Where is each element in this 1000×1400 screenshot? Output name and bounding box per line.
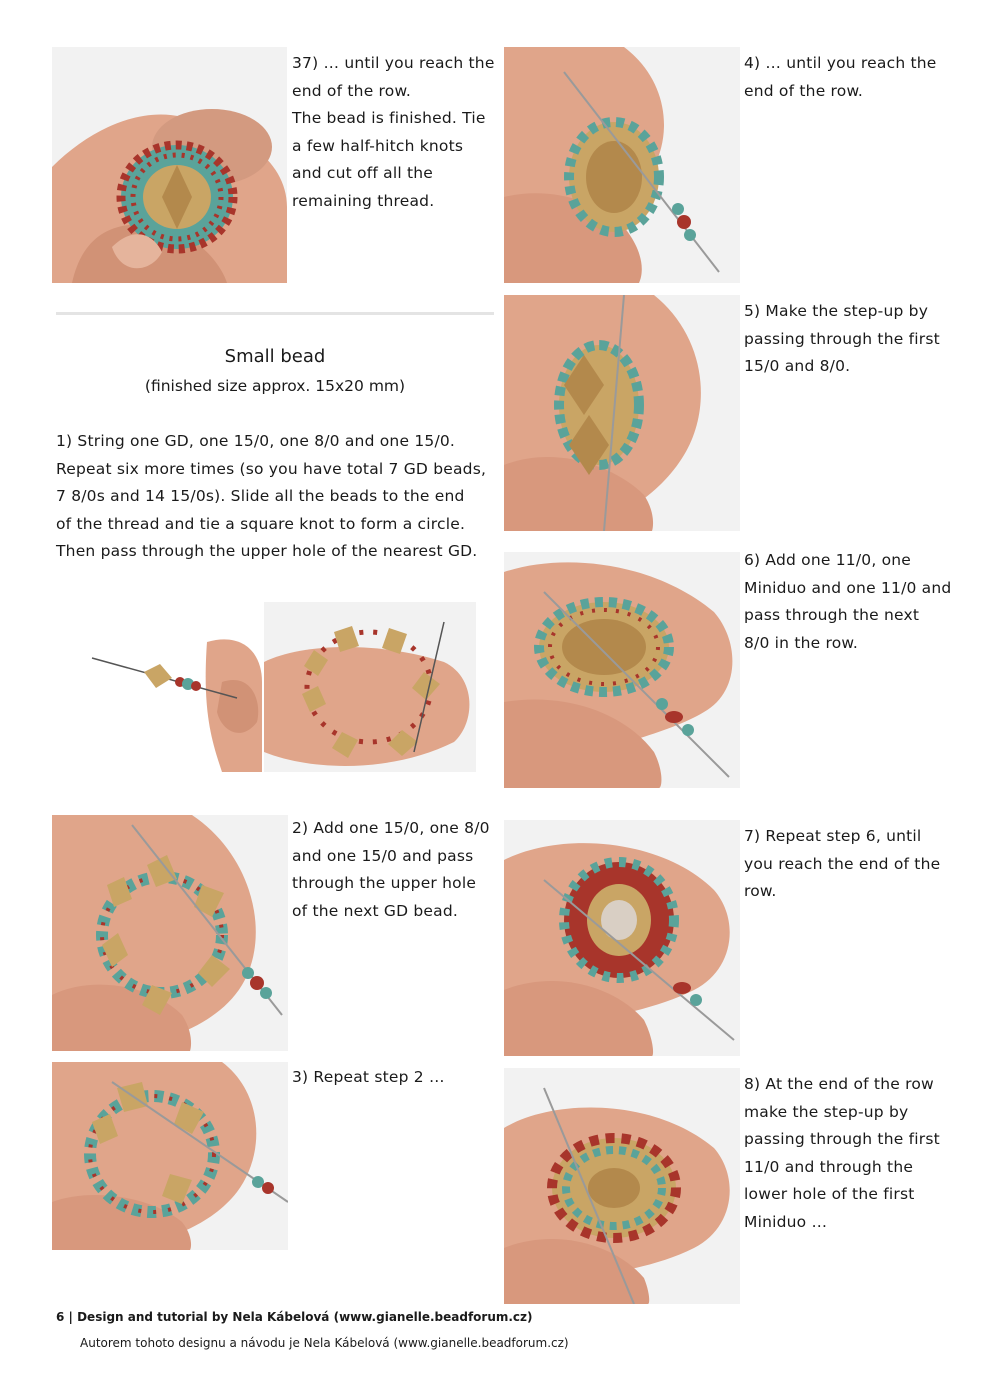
step-7-text: 7) Repeat step 6, until you reach the end of the row.: [744, 827, 941, 901]
photo-step-7: [504, 820, 740, 1056]
section-divider: [56, 312, 494, 315]
step-4-text: 4) … until you reach the end of the row.: [744, 54, 937, 100]
photo-step-6: [504, 552, 740, 788]
footer-credit: 6 | Design and tutorial by Nela Kábelová (www.gianelle.beadforum.cz): [56, 1310, 533, 1324]
footer-credit-cz: Autorem tohoto designu a návodu je Nela Kábelová (www.gianelle.beadforum.cz): [80, 1336, 569, 1350]
photo-step-1-circle: [264, 602, 476, 772]
step-2-text: 2) Add one 15/0, one 8/0 and one 15/0 and pass through the upper hole of the next GD bead.: [292, 819, 490, 920]
photo-step-4: [504, 47, 740, 283]
photo-step-8: [504, 1068, 740, 1304]
step-37-text: 37) … until you reach the end of the row. The bead is finished. Tie a few half-hitch knots and cut off all the remaining thread.: [292, 54, 495, 210]
section-subtitle: (finished size approx. 15x20 mm): [144, 377, 406, 395]
step-6-text: 6) Add one 11/0, one Miniduo and one 11/0 and pass through the next 8/0 in the row.: [744, 551, 952, 652]
section-title: Small bead: [224, 346, 326, 367]
step-3-text: 3) Repeat step 2 …: [292, 1068, 445, 1086]
photo-step-1-stringing: [82, 602, 262, 772]
photo-step-5: [504, 295, 740, 531]
photo-step-2: [52, 815, 288, 1051]
step-5-text: 5) Make the step-up by passing through the first 15/0 and 8/0.: [744, 302, 940, 376]
photo-step-3: [52, 1062, 288, 1250]
photo-finished-bead: [52, 47, 287, 283]
step-8-text: 8) At the end of the row make the step-up by passing through the first 11/0 and through the lower hole of the first Miniduo …: [744, 1075, 940, 1231]
step-1-text: 1) String one GD, one 15/0, one 8/0 and one 15/0. Repeat six more times (so you have total 7 GD beads, 7 8/0s and 14 15/0s). Slide all the beads to the end of the thread and tie a square knot to form a circle. Then pass through the upper hole of the nearest GD.: [56, 432, 487, 561]
